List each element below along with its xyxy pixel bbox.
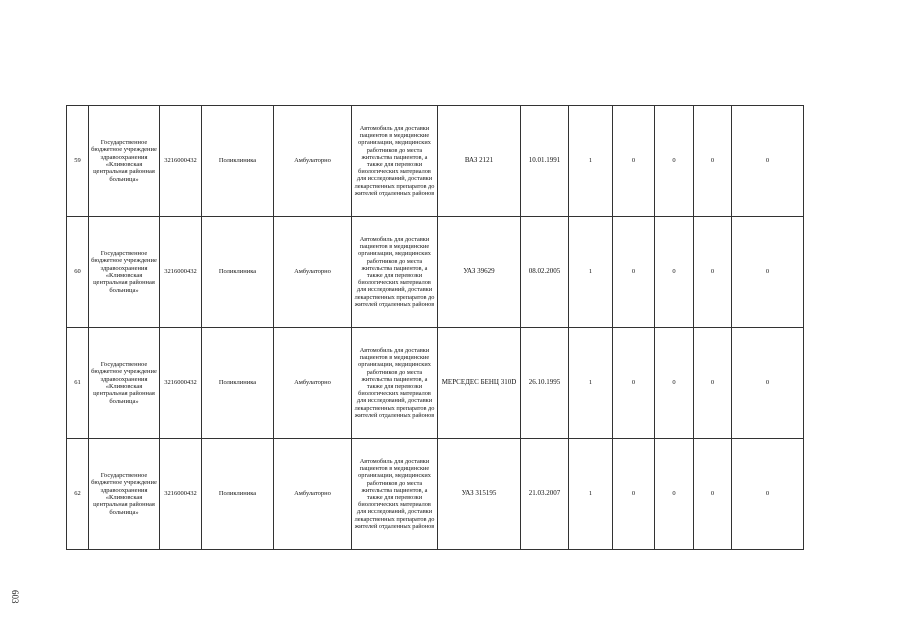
- table-body: [67, 106, 804, 550]
- care-type-cell: Амбулаторно: [274, 328, 352, 439]
- count-cell: 0: [694, 217, 732, 328]
- count-cell: 0: [732, 439, 804, 550]
- count-cell: 0: [732, 217, 804, 328]
- count-cell: 0: [694, 106, 732, 217]
- row-number-cell: 60: [67, 217, 89, 328]
- count-cell: 1: [569, 217, 613, 328]
- unit-cell: Поликлиника: [202, 106, 274, 217]
- organization-cell: Государственное бюджетное учреждение здравоохранения «Климовская центральная районная больница»: [89, 217, 160, 328]
- table-row: [67, 328, 804, 439]
- organization-cell: Государственное бюджетное учреждение здравоохранения «Климовская центральная районная больница»: [89, 106, 160, 217]
- count-cell: 0: [613, 328, 655, 439]
- count-cell: 0: [655, 328, 694, 439]
- count-cell: 0: [613, 106, 655, 217]
- inn-cell: 3216000432: [160, 328, 202, 439]
- unit-cell: Поликлиника: [202, 217, 274, 328]
- vehicle-model-cell: УАЗ 39629: [438, 217, 521, 328]
- count-cell: 0: [655, 106, 694, 217]
- organization-cell: Государственное бюджетное учреждение здравоохранения «Климовская центральная районная больница»: [89, 328, 160, 439]
- registration-date-cell: 21.03.2007: [521, 439, 569, 550]
- count-cell: 1: [569, 439, 613, 550]
- count-cell: 0: [694, 439, 732, 550]
- care-type-cell: Амбулаторно: [274, 217, 352, 328]
- table-row: [67, 106, 804, 217]
- inn-cell: 3216000432: [160, 217, 202, 328]
- count-cell: 0: [732, 328, 804, 439]
- vehicle-model-cell: ВАЗ 2121: [438, 106, 521, 217]
- organization-cell: Государственное бюджетное учреждение здравоохранения «Климовская центральная районная больница»: [89, 439, 160, 550]
- count-cell: 0: [732, 106, 804, 217]
- row-number-cell: 59: [67, 106, 89, 217]
- vehicle-model-cell: УАЗ 315195: [438, 439, 521, 550]
- vehicle-purpose-cell: Автомобиль для доставки пациентов в медицинские организации, медицинских работников до места жительства пациентов, а также для перевозки биологических материалов для исследований, доставки лекарственных препаратов до жителей отдаленных районов: [352, 439, 438, 550]
- vehicle-purpose-cell: Автомобиль для доставки пациентов в медицинские организации, медицинских работников до места жительства пациентов, а также для перевозки биологических материалов для исследований, доставки лекарственных препаратов до жителей отдаленных районов: [352, 328, 438, 439]
- registration-date-cell: 08.02.2005: [521, 217, 569, 328]
- unit-cell: Поликлиника: [202, 439, 274, 550]
- count-cell: 1: [569, 106, 613, 217]
- vehicle-model-cell: МЕРСЕДЕС БЕНЦ 310D: [438, 328, 521, 439]
- care-type-cell: Амбулаторно: [274, 106, 352, 217]
- inn-cell: 3216000432: [160, 439, 202, 550]
- table-row: [67, 217, 804, 328]
- vehicle-purpose-cell: Автомобиль для доставки пациентов в медицинские организации, медицинских работников до места жительства пациентов, а также для перевозки биологических материалов для исследований, доставки лекарственных препаратов до жителей отдаленных районов: [352, 106, 438, 217]
- page-number: 603: [10, 590, 20, 604]
- count-cell: 0: [655, 217, 694, 328]
- vehicle-purpose-cell: Автомобиль для доставки пациентов в медицинские организации, медицинских работников до места жительства пациентов, а также для перевозки биологических материалов для исследований, доставки лекарственных препаратов до жителей отдаленных районов: [352, 217, 438, 328]
- count-cell: 0: [655, 439, 694, 550]
- care-type-cell: Амбулаторно: [274, 439, 352, 550]
- count-cell: 0: [694, 328, 732, 439]
- registration-date-cell: 10.01.1991: [521, 106, 569, 217]
- count-cell: 1: [569, 328, 613, 439]
- count-cell: 0: [613, 217, 655, 328]
- registration-date-cell: 26.10.1995: [521, 328, 569, 439]
- unit-cell: Поликлиника: [202, 328, 274, 439]
- table-row: [67, 439, 804, 550]
- row-number-cell: 61: [67, 328, 89, 439]
- vehicles-table: [66, 105, 804, 550]
- count-cell: 0: [613, 439, 655, 550]
- row-number-cell: 62: [67, 439, 89, 550]
- inn-cell: 3216000432: [160, 106, 202, 217]
